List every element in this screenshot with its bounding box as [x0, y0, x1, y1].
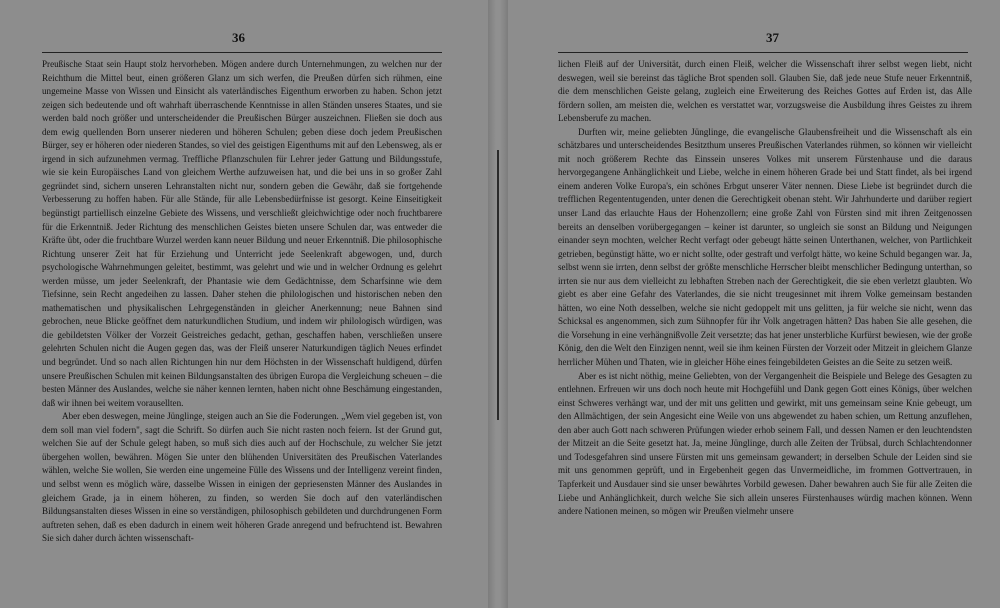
paragraph: Preußische Staat sein Haupt stolz hervorheben. Mögen andere durch Unternehmungen, zu welchen nur der Reichthum die Mittel beut, einen größeren Glanz um sich werfen, die Preußen dürfen sich rühmen, eine ungemeine Masse von Wissen und Einsicht als vaterländisches Eigenthum erworben zu haben. Schon jetzt zeigen sich bedeutende und oft wahrhaft überraschende Kenntnisse in allen Ständen unseres Staates, und sie werden bald noch größer und unterscheidender die Preußischen Bürger auszeichnen. Fließen sie doch aus dem ewig quellenden Born unserer niederen und höheren Schulen; geben diese doch jedem Preußischen Bürger, sey er höheren oder niederen Standes, so viel des geistigen Eigenthums mit auf den Lebensweg, als er irgend in sich aufzunehmen vermag. Treffliche Pflanzschulen für Lehrer jeder Gattung und Bildungsstufe, wie sie kein Europäisches Land von gleichem Werthe aufzuweisen hat, und die bei uns in so großer Zahl gegründet sind, sichern unseren Lehranstalten nicht nur, sondern geben die Gewähr, daß sie fortgehende Verbesserung zu hoffen haben. Für alle Stände, für alle Lebensbedürfnisse ist gesorgt. Keine Einseitigkeit begünstigt partiellisch einzelne Gebiete des Wissens, und verschließt gleichwichtige oder noch fruchtbarere für die Erkenntniß. Jeder Richtung des menschlichen Geistes bieten unsere Schulen dar, was entweder die Kräfte übt, oder die fruchtbare Wurzel werden kann neuer Bildung und neuer Erkenntniß. Die philosophische Richtung unserer Zeit hat für Erziehung und Unterricht jede Seelenkraft abgewogen, und, durch psychologische Wahrnehmungen geleitet, bestimmt, was gelehrt und wie und in welcher Ordnung es gelehrt werden müsse, um jeder Seelenkraft, der Phantasie wie dem Gedächtnisse, dem Scharfsinne wie dem Tiefsinne, sein Recht angedeihen zu lassen. Daher stehen die philologischen und historischen neben den mathematischen und physikalischen Lehrgegenständen in gleicher Anerkennung; neue Bahnen sind gebrochen, neue Blicke geöffnet dem naturkundlichen Studium, und indem wir philologisch würdigen, was die gebildetsten Völker der Vorzeit Geistreiches gedacht, gethan, geschaffen haben, verschließen unsere gelehrten Schulen nicht die Augen gegen das, was der Fleiß unserer Naturkundigen täglich Neues erfindet und begründet. Und so nach allen Richtungen hin nur dem Höchsten in der Wissenschaft huldigend, dürfen unsere Preußischen Schulen mit keinen Bildungsanstalten des übrigen Europa die Vergleichung scheuen – die besten Männer des Auslandes, welche sie näher kennen lernten, haben nicht ohne Beschämung eingestanden, daß wir ihnen bei weitem vorausellten. [42, 59, 442, 408]
paragraph: lichen Fleiß auf der Universität, durch einen Fleiß, welcher die Wissenschaft ihrer selbst wegen liebt, nicht deswegen, weil sie bereinst das tägliche Brot spenden soll. Glauben Sie, daß jede neue Stufe neuer Erkenntniß, die dem menschlichen Geiste gelang, zugleich eine Erweiterung des Reiches Gottes auf Erden ist, das Alle fördern sollen, am meisten die, welchen es verstattet war, vorzugsweise die Ausbildung ihres Geistes zu ihrem Lebensberufe zu machen. [558, 59, 972, 124]
paragraph: Durften wir, meine geliebten Jünglinge, die evangelische Glaubensfreiheit und die Wissenschaft als ein schätzbares und unterscheidendes Besitzthum unseres Preußischen Vaterlandes rühmen, so können wir vielleicht mit noch größerem Rechte das Einssein unseres Volkes mit unserem Fürstenhause und die daraus hervorgegangene Anhänglichkeit und Liebe, welche in einem höheren Grade bei und Statt findet, als bei irgend einem anderen Volke Europa's, ein schönes Erbgut unserer Väter nennen. Diese Liebe ist begründet durch die trefflichen Regententugenden, unter denen die Gerechtigkeit obenan steht. Wir Jahrhunderte und darüber regiert unser Land das erlauchte Haus der Hohenzollern; eine große Zahl von Fürsten sind mit ihren Zeitgenossen bereits an denselben vorübergegangen – keiner ist darunter, so ungleich sie sonst an Bildung und Neigungen einander seyn mochten, welcher Recht verfagt oder gebeugt hätte seinen Unterthanen, welcher, von Partlichkeit getrieben, begünstigt hätte, wo er nicht sollte, oder gestraft und verfolgt hätte, wo keine Schuld begangen war. Ja, selbst wenn sie irrten, denn selbst der größte menschliche Herrscher bleibt menschlicher Bedingung unterthan, so irrten sie nur aus dem vielleicht zu lebhaften Streben nach der Gerechtigkeit, die sie eben verletzt glaubten. Wo giebt es aber eine Gefahr des Vaterlandes, die sie nicht treugesinnet mit ihrem Volke gemeinsam bestanden hätten, wo eine Noth desselben, welche sie nicht gedoppelt mit uns gelitten, ja für welche sie nicht, wenn das Schicksal es angenommen, sich zum Sühnopfer für ihr Volk angetragen hätten? Das haben Sie alle gesehen, die die Vorsehung in eine verhängnißvolle Zeit versetzte; das hat jener unsterbliche Kurfürst bewiesen, wie der große König, den die Welt den Einzigen nennt, weil sie ihm keinen Fürsten der Vorzeit oder Mitzeit in gleichem Glanze herrlicher Mühen und Thaten, wie in gleicher Höhe eines feingebildeten Geistes an die Seite zu setzen weiß. [558, 126, 972, 368]
page-fold [497, 150, 499, 420]
header-rule [42, 52, 442, 53]
page-number: 36 [232, 30, 245, 45]
right-page [508, 0, 1000, 608]
paragraph: Aber es ist nicht nöthig, meine Geliebten, von der Vergangenheit die Beispiele und Belege des Gesagten zu entlehnen. Erfreuen wir uns doch noch heute mit Hochgefühl und Dank gegen Gott eines Königs, über welchen einst Schweres verhängt war, und der mit uns gelitten und gewirkt, mit uns gemeinsam seine Knie gebeugt, um den Allmächtigen, der sein Angesicht eine Weile von uns abgewendet zu haben schien, um Rettung anzuflehen, den aber auch Gott nach schweren Prüfungen wieder erhob seinem Fall, und dessen Namen er den leuchtendsten der Mitzeit an die Seite gesetzt hat. Ja, meine Jünglinge, durch alle Zeiten der Trübsal, durch Schlachtendonner und Todesgefahren sind unsere Fürsten mit uns gemeinsam gewandert; in derselben Schule der Leiden sind sie mit uns genommen geprüft, und in Ergebenheit gegen das Unvermeidliche, im frommen Gottvertrauen, in Tapferkeit und Ausdauer sind sie unser bewährtes Vorbild gewesen. Daher bewahren auch Sie für alle Zeiten die Liebe und Anhänglichkeit, durch welche Sie sich allein unseres Fürstenhauses würdig machen können. Wenn andere Nationen meinen, so mögen wir Preußen vielmehr unsere [558, 370, 972, 517]
paragraph: Aber eben deswegen, meine Jünglinge, steigen auch an Sie die Foderungen. „Wem viel gegeben ist, von dem soll man viel fodern", sagt die Schrift. So dürfen auch Sie nicht rasten noch feiern. Ist der Grund gut, welchen Sie auf der Schule gelegt haben, so muß sich dies auch auf der Hochschule, zu welcher Sie jetzt übergehen wollen, bewähren. Mögen Sie unter den blühenden Universitäten des Preußischen Vaterlandes wählen, welche Sie wollen, Sie werden eine ungemeine Fülle des Wissens und der Intelligenz vereint finden, und selbst wenn es möglich wäre, dasselbe Wissen in einigen der gepriesensten Männer des Auslandes in gleichem Grade, ja in einem höheren, zu finden, so werden Sie doch auf den vaterländischen Bildungsanstalten dieses Wissen in eine so verständigen, philosophisch gebildeten und durchdrungenen Form auftreten sehen, daß es eben dadurch in einem weit höheren Grade anregend und befruchtend ist. Bewahren Sie sich daher durch ächten wissenschaft- [42, 411, 442, 544]
left-page [0, 0, 488, 608]
book-gutter [488, 0, 508, 608]
page-number: 37 [766, 30, 779, 45]
page-text [558, 58, 972, 519]
header-rule [558, 52, 968, 53]
page-text [42, 58, 442, 546]
